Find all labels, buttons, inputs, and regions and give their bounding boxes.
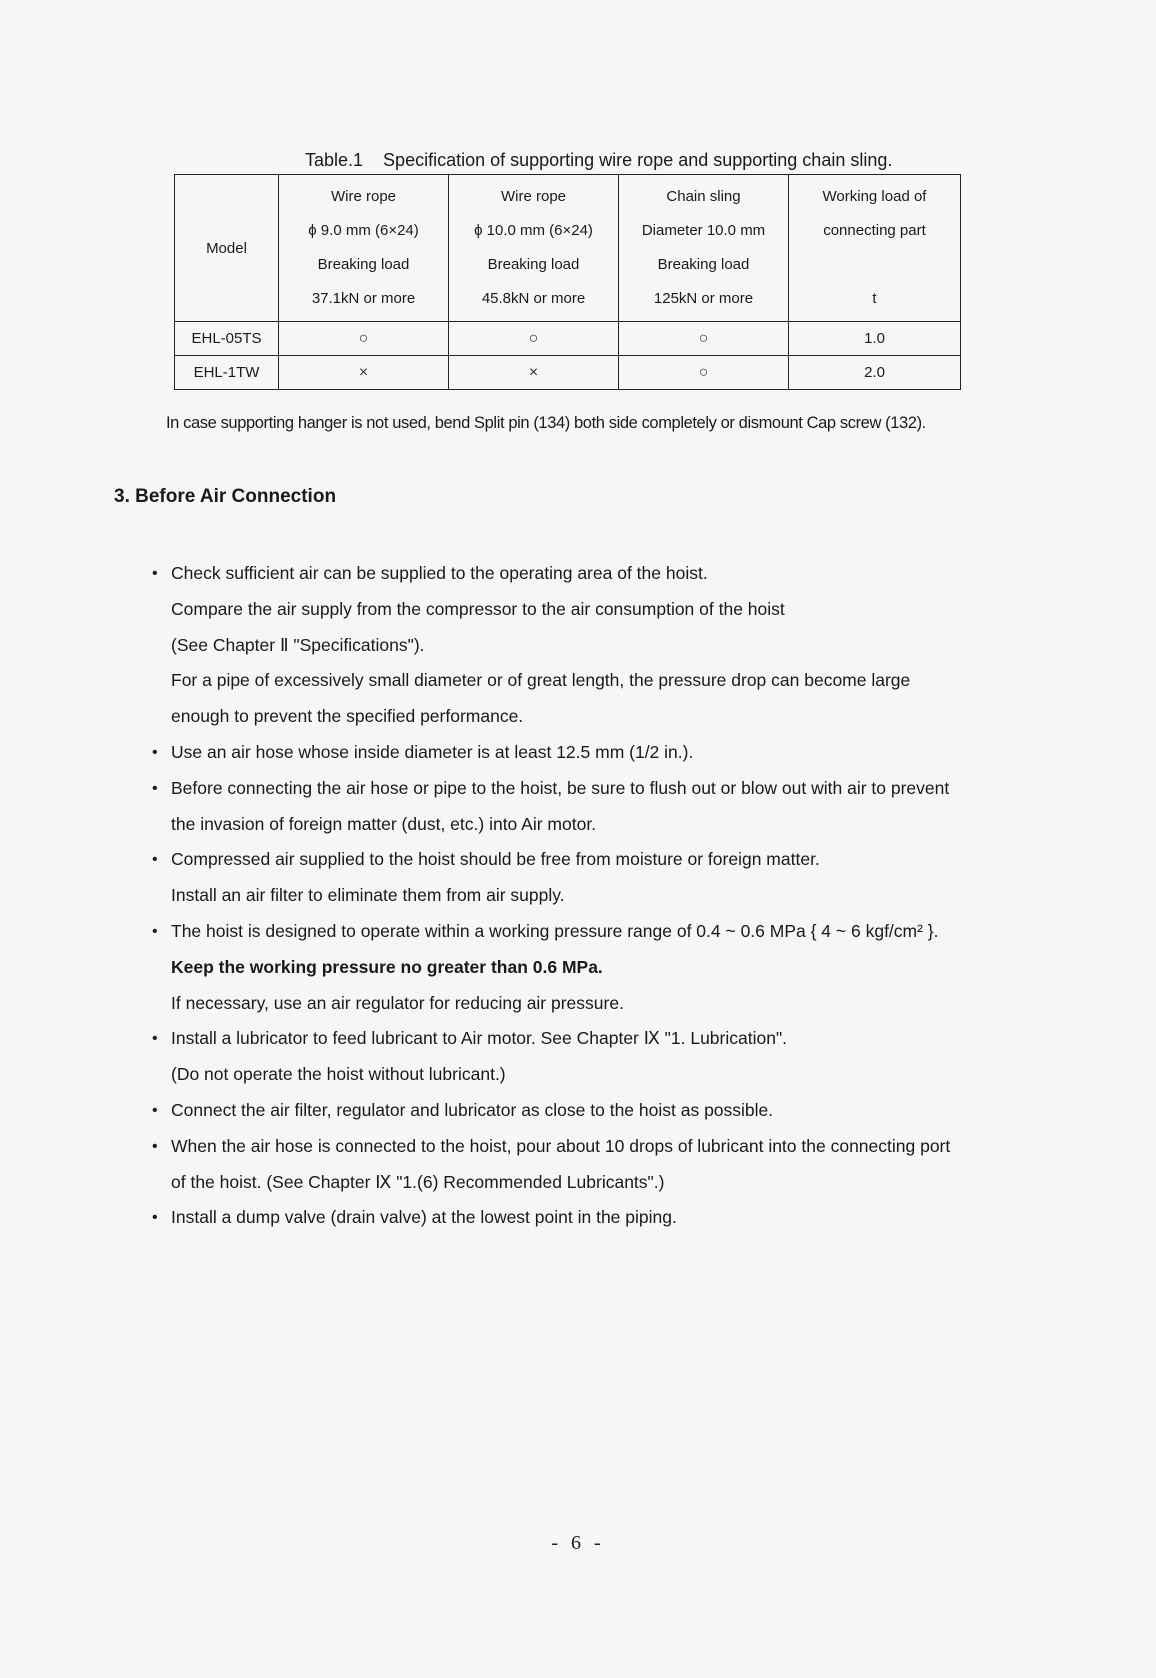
bullet-item	[152, 735, 1032, 771]
bullet-item	[152, 1093, 1032, 1129]
bullet-item	[152, 1129, 1032, 1165]
table-note: In case supporting hanger is not used, bend Split pin (134) both side completely or dismount Cap screw (132).	[166, 414, 926, 432]
instruction-list	[152, 556, 1032, 1236]
bullet-dot-icon: •	[152, 1209, 158, 1227]
bullet-dot-icon: •	[152, 922, 158, 940]
header-wire-rope-10	[449, 175, 619, 322]
line-text: (See Chapter Ⅱ "Specifications").	[171, 634, 425, 655]
header-line: Breaking load	[317, 256, 410, 273]
header-wire-rope-9	[279, 175, 449, 322]
line-text: Connect the air filter, regulator and lubricator as close to the hoist as possible.	[171, 1099, 774, 1120]
table-row	[175, 356, 961, 390]
table-header-row	[175, 175, 961, 322]
header-line: ϕ 10.0 mm (6×24)	[474, 222, 593, 239]
header-line: Working load of	[822, 188, 927, 205]
mark-cell: ○	[279, 322, 449, 356]
bullet-continuation	[152, 950, 1032, 986]
header-line: 37.1kN or more	[311, 290, 416, 307]
header-chain-sling	[619, 175, 789, 322]
table-row	[175, 322, 961, 356]
bullet-continuation	[152, 807, 1032, 843]
header-line: Chain sling	[666, 188, 741, 205]
bullet-continuation	[152, 663, 1032, 699]
header-model: Model	[175, 175, 279, 322]
line-text: For a pipe of excessively small diameter or of great length, the pressure drop can become large	[171, 670, 911, 691]
line-text: enough to prevent the specified performance.	[171, 706, 524, 727]
line-text: Install a lubricator to feed lubricant to Air motor. See Chapter Ⅸ "1. Lubrication".	[171, 1028, 788, 1049]
header-line: 125kN or more	[653, 290, 754, 307]
line-text: Compare the air supply from the compressor to the air consumption of the hoist	[171, 598, 785, 619]
line-text: Install an air filter to eliminate them from air supply.	[171, 885, 565, 906]
line-text: Use an air hose whose inside diameter is at least 12.5 mm (1/2 in.).	[171, 741, 694, 762]
model-cell: EHL-05TS	[175, 322, 279, 356]
bullet-dot-icon: •	[152, 851, 158, 869]
mark-cell: ○	[619, 356, 789, 390]
header-line: t	[872, 290, 877, 307]
load-cell: 1.0	[789, 322, 961, 356]
header-line: Breaking load	[657, 256, 750, 273]
bullet-item	[152, 842, 1032, 878]
spec-table	[174, 174, 961, 390]
bullet-item	[152, 1200, 1032, 1236]
line-text: If necessary, use an air regulator for reducing air pressure.	[171, 992, 624, 1013]
bullet-dot-icon: •	[152, 1137, 158, 1155]
mark-cell: ×	[279, 356, 449, 390]
bullet-dot-icon: •	[152, 1101, 158, 1119]
line-text: Keep the working pressure no greater than 0.6 MPa.	[171, 956, 603, 977]
bullet-dot-icon: •	[152, 779, 158, 797]
header-working-load	[789, 175, 961, 322]
bullet-dot-icon: •	[152, 565, 158, 582]
header-line: 45.8kN or more	[481, 290, 586, 307]
header-line: Wire rope	[500, 188, 567, 205]
header-line: connecting part	[823, 222, 926, 239]
table-caption	[305, 150, 892, 171]
table-caption-title: Specification of supporting wire rope and supporting chain sling.	[383, 150, 893, 170]
line-text: the invasion of foreign matter (dust, etc.) into Air motor.	[171, 813, 597, 834]
bullet-continuation	[152, 1057, 1032, 1093]
mark-cell: ×	[449, 356, 619, 390]
header-line: Wire rope	[330, 188, 397, 205]
bullet-dot-icon: •	[152, 743, 158, 761]
bullet-item	[152, 771, 1032, 807]
header-line: Breaking load	[487, 256, 580, 273]
line-text: Before connecting the air hose or pipe to the hoist, be sure to flush out or blow out with air to prevent	[171, 777, 950, 798]
model-cell: EHL-1TW	[175, 356, 279, 390]
header-line: ϕ 9.0 mm (6×24)	[308, 222, 419, 239]
bullet-continuation	[152, 878, 1032, 914]
line-text: When the air hose is connected to the hoist, pour about 10 drops of lubricant into the connecting port	[171, 1135, 951, 1156]
bullet-item	[152, 556, 1032, 592]
bullet-item	[152, 1021, 1032, 1057]
load-cell: 2.0	[789, 356, 961, 390]
bullet-continuation	[152, 986, 1032, 1022]
table-caption-number: Table.1	[305, 150, 364, 170]
bullet-continuation	[152, 628, 1032, 664]
line-text: Compressed air supplied to the hoist should be free from moisture or foreign matter.	[171, 849, 820, 870]
mark-cell: ○	[619, 322, 789, 356]
section-heading: 3. Before Air Connection	[114, 486, 337, 507]
header-line	[789, 248, 960, 282]
bullet-item	[152, 914, 1032, 950]
line-text: The hoist is designed to operate within a working pressure range of 0.4 ~ 0.6 MPa { 4 ~ 6 kgf/cm² }.	[171, 920, 939, 941]
mark-cell: ○	[449, 322, 619, 356]
header-line: Diameter 10.0 mm	[641, 222, 766, 239]
line-text: Check sufficient air can be supplied to the operating area of the hoist.	[171, 563, 708, 583]
bullet-continuation	[152, 699, 1032, 735]
bullet-continuation	[152, 592, 1032, 628]
bullet-continuation	[152, 1165, 1032, 1201]
line-text: of the hoist. (See Chapter Ⅸ "1.(6) Recommended Lubricants".)	[171, 1171, 665, 1192]
line-text: (Do not operate the hoist without lubricant.)	[171, 1064, 506, 1085]
bullet-dot-icon: •	[152, 1030, 158, 1048]
page-number: - 6 -	[551, 1532, 605, 1554]
line-text: Install a dump valve (drain valve) at the lowest point in the piping.	[171, 1207, 677, 1228]
